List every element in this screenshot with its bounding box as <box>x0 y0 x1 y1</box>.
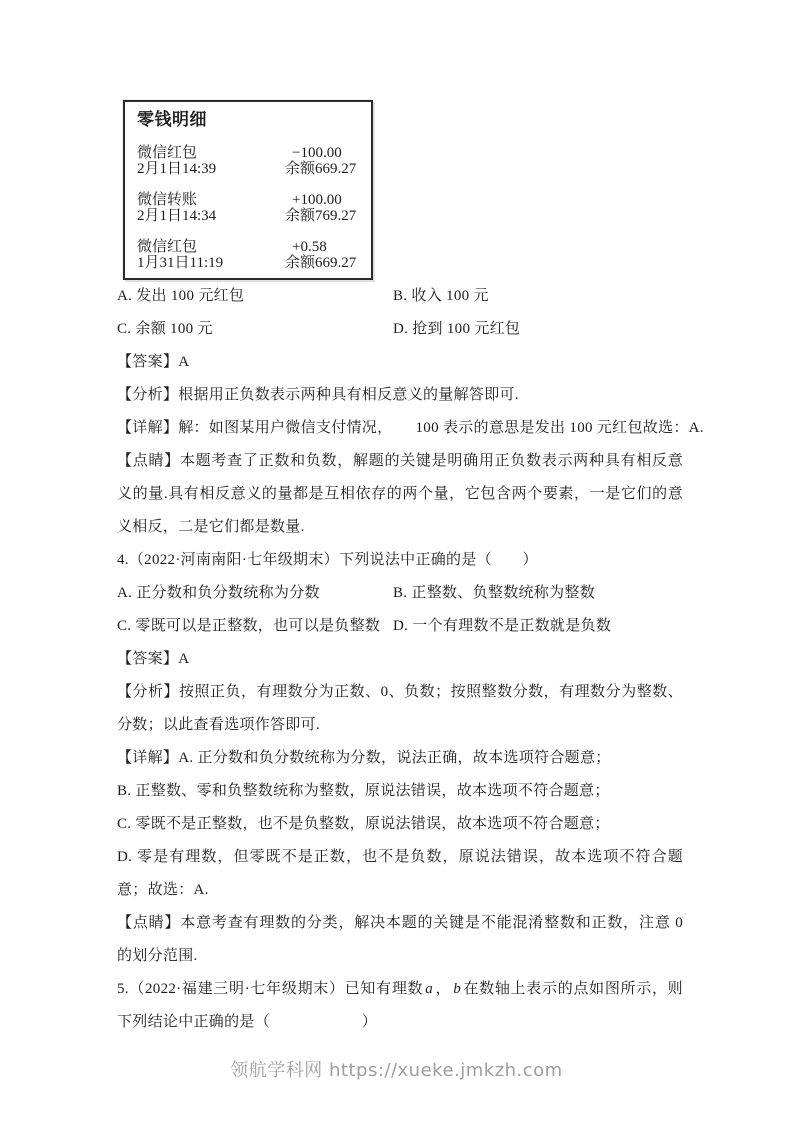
option-c: C. 零既可以是正整数，也可以是负整数 <box>117 618 381 634</box>
q3-detail-line <box>117 412 704 445</box>
txn-name: 微信转账 <box>137 192 198 208</box>
q4-analysis-paragraph <box>117 676 683 742</box>
comment-text: 本意考查有理数的分类，解决本题的关键是不能混淆整数和正数，注意 0 的划分范围. <box>117 915 684 964</box>
q4-options-row-2 <box>117 610 683 643</box>
q3-analysis-line <box>117 379 683 412</box>
option-a: A. 发出 100 元红包 <box>117 288 245 304</box>
comment-label: 【点睛】 <box>117 453 180 469</box>
q5-stem-prefix: 5.（2022·福建三明·七年级期末）已知有理数 <box>117 981 424 997</box>
q4-comment-paragraph <box>117 907 683 973</box>
q3-comment-paragraph <box>117 445 683 544</box>
q5-stem <box>117 973 683 1039</box>
q4-detail-line-d: D. 零是有理数，但零既不是正数，也不是负数，原说法错误，故本选项不符合题意；故选：A. <box>117 849 683 898</box>
txn-date: 2月1日14:34 <box>137 208 217 224</box>
option-a: A. 正分数和负分数统称为分数 <box>117 585 320 601</box>
detail-text: 解：如图某用户微信支付情况， 100 表示的意思是发出 100 元红包故选：A. <box>178 420 704 436</box>
q3-options-row-1 <box>117 280 683 313</box>
q4-detail-line-a <box>117 742 683 775</box>
analysis-text: 根据用正负数表示两种具有相反意义的量解答即可. <box>178 387 519 403</box>
wechat-balance-table <box>123 100 373 280</box>
analysis-text: 按照正负，有理数分为正数、0、负数；按照整数分数，有理数分为整数、分数；以此查看选项作答即可. <box>117 684 684 733</box>
q5-stem-suffix: 在数轴上表示的点如图所示，则下列结论中正确的是（ ） <box>117 981 683 1030</box>
table-row <box>137 145 359 177</box>
txn-balance: 余额669.27 <box>285 255 357 271</box>
option-b: B. 正整数、负整数统称为整数 <box>393 585 596 601</box>
table-title: 零钱明细 <box>137 110 207 129</box>
comment-text: 本题考查了正数和负数，解题的关键是明确用正负数表示两种具有相反意义的量.具有相反意义的量都是互相依存的两个量，它包含两个要素，一是它们的意义相反，二是它们都是数量. <box>117 453 683 535</box>
page-content <box>117 100 704 1039</box>
txn-amount: +100.00 <box>292 192 342 208</box>
answer-label: 【答案】 <box>117 354 179 370</box>
q4-options-row-1 <box>117 577 683 610</box>
q5-separator: ， <box>435 981 452 997</box>
table-row <box>137 239 359 271</box>
table-row <box>137 192 359 224</box>
watermark-footer: 领航学科网 https://xueke.jmkzh.com <box>230 1060 563 1081</box>
q4-answer-line <box>117 643 683 676</box>
detail-text-a: A. 正分数和负分数统称为分数，说法正确，故本选项符合题意； <box>178 750 611 766</box>
detail-label: 【详解】 <box>117 420 179 436</box>
option-b: B. 收入 100 元 <box>393 288 489 304</box>
variable-a: a <box>425 981 434 997</box>
answer-value: A <box>178 354 190 370</box>
txn-amount: +0.58 <box>292 239 327 255</box>
option-d: D. 抢到 100 元红包 <box>393 321 521 337</box>
txn-date: 1月31日11:19 <box>137 255 224 271</box>
detail-label: 【详解】 <box>117 750 179 766</box>
option-c: C. 余额 100 元 <box>117 321 213 337</box>
analysis-label: 【分析】 <box>117 684 180 700</box>
q3-options-row-2 <box>117 313 683 346</box>
answer-label: 【答案】 <box>117 651 179 667</box>
q4-detail-line-c: C. 零既不是正整数，也不是负整数，原说法错误，故本选项不符合题意； <box>117 816 610 832</box>
txn-date: 2月1日14:39 <box>137 161 217 177</box>
comment-label: 【点睛】 <box>117 915 181 931</box>
answer-value: A <box>178 651 190 667</box>
analysis-label: 【分析】 <box>117 387 179 403</box>
txn-amount: −100.00 <box>292 145 342 161</box>
q4-detail-line-b: B. 正整数、零和负整数统称为整数，原说法错误，故本选项不符合题意； <box>117 783 610 799</box>
option-d: D. 一个有理数不是正数就是负数 <box>393 618 612 634</box>
txn-name: 微信红包 <box>137 239 198 255</box>
q4-stem: 4.（2022·河南南阳·七年级期末）下列说法中正确的是（ ） <box>117 552 538 568</box>
txn-balance: 余额669.27 <box>285 161 357 177</box>
variable-b: b <box>453 981 462 997</box>
txn-balance: 余额769.27 <box>285 208 357 224</box>
txn-name: 微信红包 <box>137 145 198 161</box>
q3-answer-line <box>117 346 683 379</box>
